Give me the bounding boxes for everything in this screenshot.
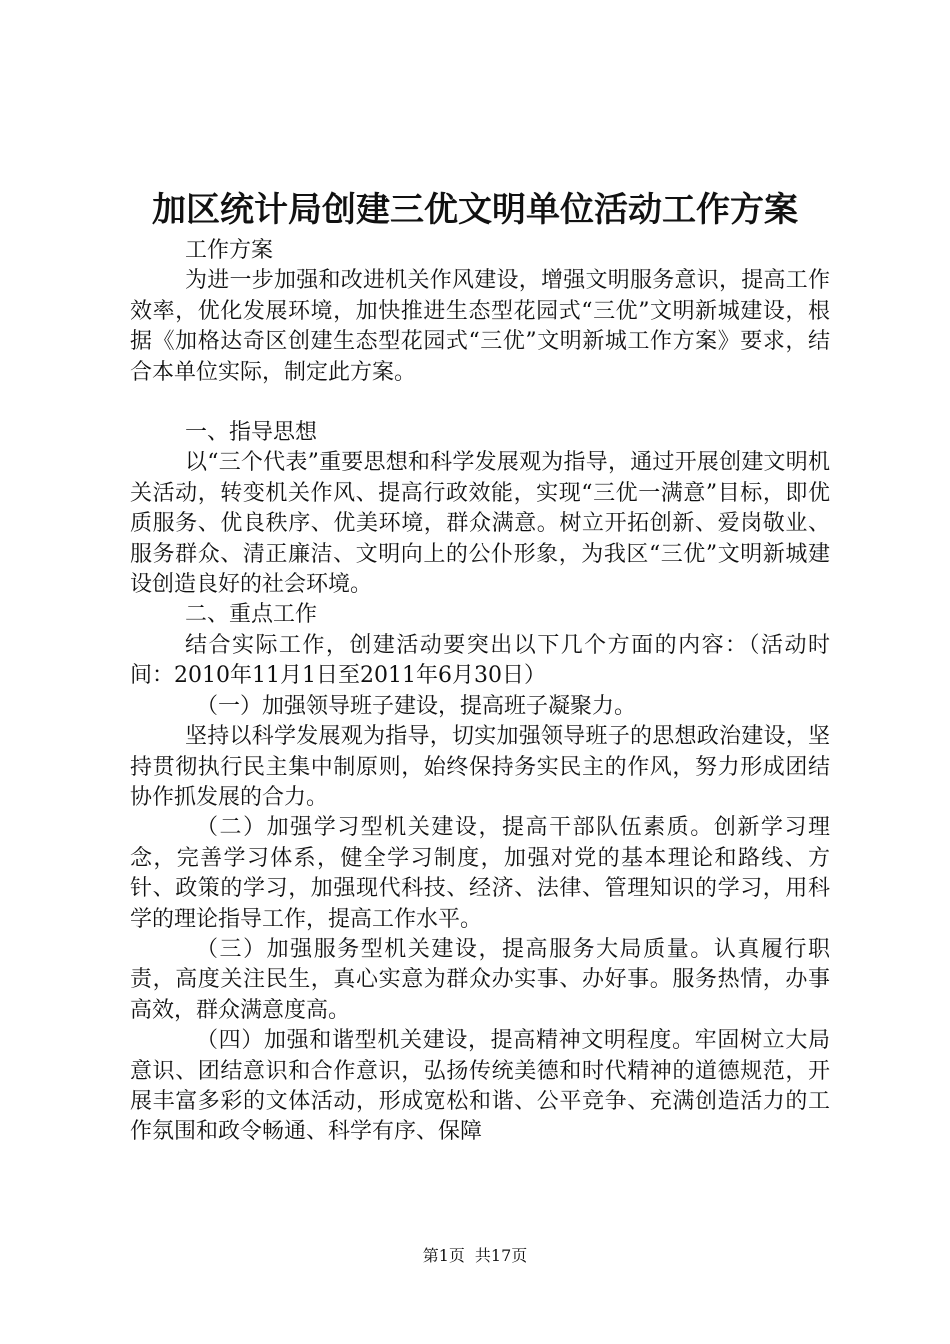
page-footer [0,1246,950,1266]
document-body [130,236,830,1148]
paragraph-intro: 为进一步加强和改进机关作风建设，增强文明服务意识，提高工作效率，优化发展环境，加快推进生态型花园式“三优”文明新城建设，根据《加格达奇区创建生态型花园式“三优”文明新城工作方案》要求，结合本单位实际，制定此方案。 [130,268,830,385]
section-heading-key-work: 二、重点工作 [185,602,318,628]
document-title: 加区统计局创建三优文明单位活动工作方案 [152,190,798,230]
paragraph-guiding-ideology: 以“三个代表”重要思想和科学发展观为指导，通过开展创建文明机关活动，转变机关作风、提高行政效能，实现“三优一满意”目标，即优质服务、优良秩序、优美环境，群众满意。树立开拓创新、爱岗敬业、服务群众、清正廉洁、文明向上的公仆形象，为我区“三优”文明新城建设创造良好的社会环境。 [130,450,830,598]
paragraph-item-3: （三）加强服务型机关建设，提高服务大局质量。认真履行职责，高度关注民生，真心实意为群众办实事、办好事。服务热情，办事高效，群众满意度高。 [130,936,830,1023]
paragraph-item-4: （四）加强和谐型机关建设，提高精神文明程度。牢固树立大局意识、团结意识和合作意识，弘扬传统美德和时代精神的道德规范，开展丰富多彩的文体活动，形成宽松和谐、公平竞争、充满创造活力的工作氛围和政令畅通、科学有序、保障 [130,1028,830,1145]
paragraph-subtitle: 工作方案 [185,238,274,263]
page-total: 共17页 [474,1246,528,1265]
page-number: 第1页 [422,1246,465,1265]
paragraph-key-work-intro: 结合实际工作，创建活动要突出以下几个方面的内容：（活动时间：2010年11月1日至2011年6月30日） [130,632,830,689]
paragraph-item-2: （二）加强学习型机关建设，提高干部队伍素质。创新学习理念，完善学习体系，健全学习制度，加强对党的基本理论和路线、方针、政策的学习，加强现代科技、经济、法律、管理知识的学习，用科学的理论指导工作，提高工作水平。 [130,815,830,932]
section-heading-guiding-ideology: 一、指导思想 [185,420,318,446]
item-heading-1: （一）加强领导班子建设，提高班子凝聚力。 [196,693,637,719]
paragraph-item-1: 坚持以科学发展观为指导，切实加强领导班子的思想政治建设，坚持贯彻执行民主集中制原则，始终保持务实民主的作风，努力形成团结协作抓发展的合力。 [130,724,830,810]
